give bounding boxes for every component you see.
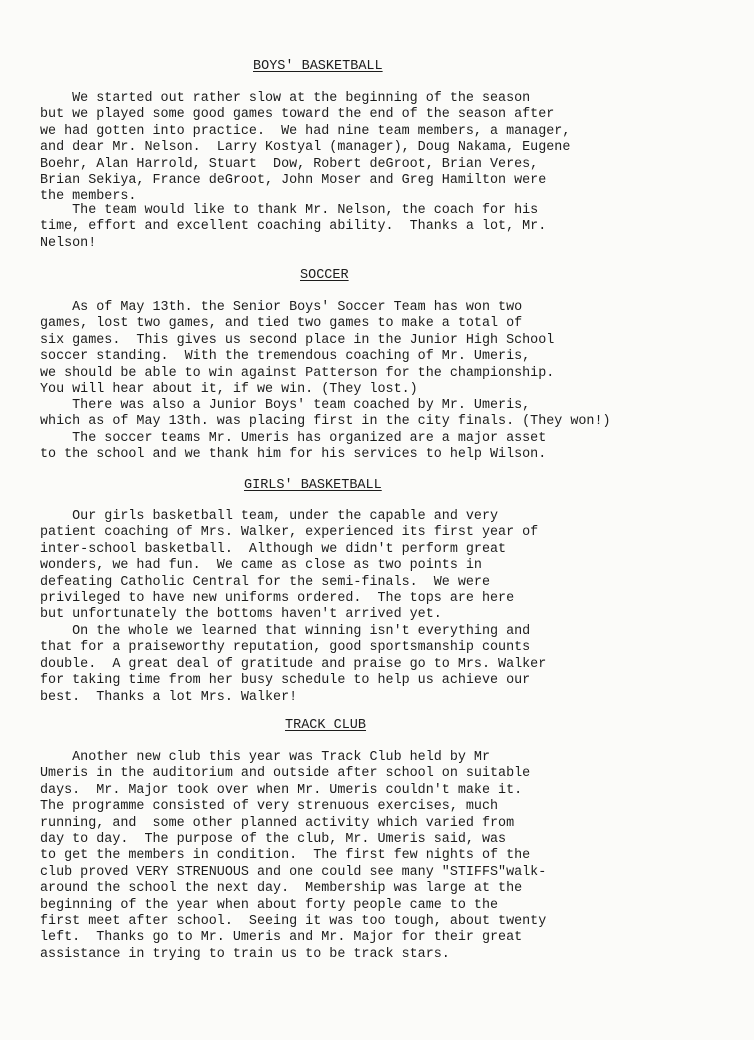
text-line: The team would like to thank Mr. Nelson, the coach for his [40, 203, 539, 218]
text-line: for taking time from her busy schedule to help us achieve our [40, 673, 531, 689]
text-line: running, and some other planned activity which varied from [40, 815, 515, 831]
text-line: Boehr, Alan Harrold, Stuart Dow, Robert deGroot, Brian Veres, [40, 156, 539, 172]
text-line: best. Thanks a lot Mrs. Walker! [40, 689, 298, 705]
paragraph [40, 300, 720, 398]
text-line: inter-school basketball. Although we didn't perform great [40, 541, 507, 557]
text-line: Umeris in the auditorium and outside after school on suitable [40, 766, 531, 782]
text-line: but unfortunately the bottoms haven't arrived yet. [40, 607, 442, 623]
text-line: around the school the next day. Membership was large at the [40, 881, 523, 897]
text-line: soccer standing. With the tremendous coaching of Mr. Umeris, [40, 349, 531, 365]
text-line: privileged to have new uniforms ordered. The tops are here [40, 590, 515, 606]
text-line: assistance in trying to train us to be track stars. [40, 946, 450, 962]
section-heading-boys-basketball: BOYS' BASKETBALL [253, 59, 383, 74]
text-line: games, lost two games, and tied two games to make a total of [40, 316, 523, 332]
paragraph [40, 509, 720, 624]
text-line: wonders, we had fun. We came as close as two points in [40, 558, 482, 574]
text-line: beginning of the year when about forty people came to the [40, 897, 499, 913]
text-line: the members. [40, 189, 137, 205]
text-line: Our girls basketball team, under the capable and very [40, 509, 499, 524]
paragraph [40, 398, 720, 431]
text-line: Brian Sekiya, France deGroot, John Moser and Greg Hamilton were [40, 172, 547, 188]
text-line: The soccer teams Mr. Umeris has organized are a major asset [40, 431, 547, 446]
text-line: six games. This gives us second place in the Junior High School [40, 332, 555, 348]
text-line: We started out rather slow at the beginning of the season [40, 91, 531, 106]
text-line: to get the members in condition. The first few nights of the [40, 848, 531, 864]
text-line: club proved VERY STRENUOUS and one could see many "STIFFS"walk- [40, 864, 547, 880]
text-line: Nelson! [40, 235, 97, 251]
text-line: first meet after school. Seeing it was too tough, about twenty [40, 913, 547, 929]
text-line: Another new club this year was Track Club held by Mr [40, 750, 490, 765]
text-line: As of May 13th. the Senior Boys' Soccer Team has won two [40, 300, 523, 315]
paragraph [40, 91, 720, 206]
text-line: You will hear about it, if we win. (They lost.) [40, 381, 418, 397]
text-line: but we played some good games toward the end of the season after [40, 107, 555, 123]
paragraph [40, 203, 720, 252]
text-line: which as of May 13th. was placing first in the city finals. (They won!) [40, 414, 611, 430]
section-heading-track-club: TRACK CLUB [285, 718, 367, 733]
text-line: The programme consisted of very strenuous exercises, much [40, 799, 499, 815]
text-line: to the school and we thank him for his services to help Wilson. [40, 447, 547, 463]
text-line: we had gotten into practice. We had nine team members, a manager, [40, 123, 571, 139]
section-heading-girls-basketball: GIRLS' BASKETBALL [244, 478, 382, 493]
text-line: we should be able to win against Patterson for the championship. [40, 365, 555, 381]
text-line: left. Thanks go to Mr. Umeris and Mr. Major for their great [40, 930, 523, 946]
text-line: time, effort and excellent coaching ability. Thanks a lot, Mr. [40, 219, 547, 235]
text-line: patient coaching of Mrs. Walker, experienced its first year of [40, 525, 539, 541]
text-line: days. Mr. Major took over when Mr. Umeris couldn't make it. [40, 782, 523, 798]
text-line: defeating Catholic Central for the semi-finals. We were [40, 574, 490, 590]
paragraph [40, 624, 720, 706]
text-line: double. A great deal of gratitude and praise go to Mrs. Walker [40, 656, 547, 672]
text-line: and dear Mr. Nelson. Larry Kostyal (manager), Doug Nakama, Eugene [40, 140, 571, 156]
text-line: On the whole we learned that winning isn't everything and [40, 624, 531, 639]
text-line: day to day. The purpose of the club, Mr. Umeris said, was [40, 831, 507, 847]
text-line: There was also a Junior Boys' team coached by Mr. Umeris, [40, 398, 531, 413]
text-line: that for a praiseworthy reputation, good sportsmanship counts [40, 640, 531, 656]
section-heading-soccer: SOCCER [300, 268, 349, 283]
paragraph [40, 750, 720, 963]
paragraph [40, 431, 720, 464]
